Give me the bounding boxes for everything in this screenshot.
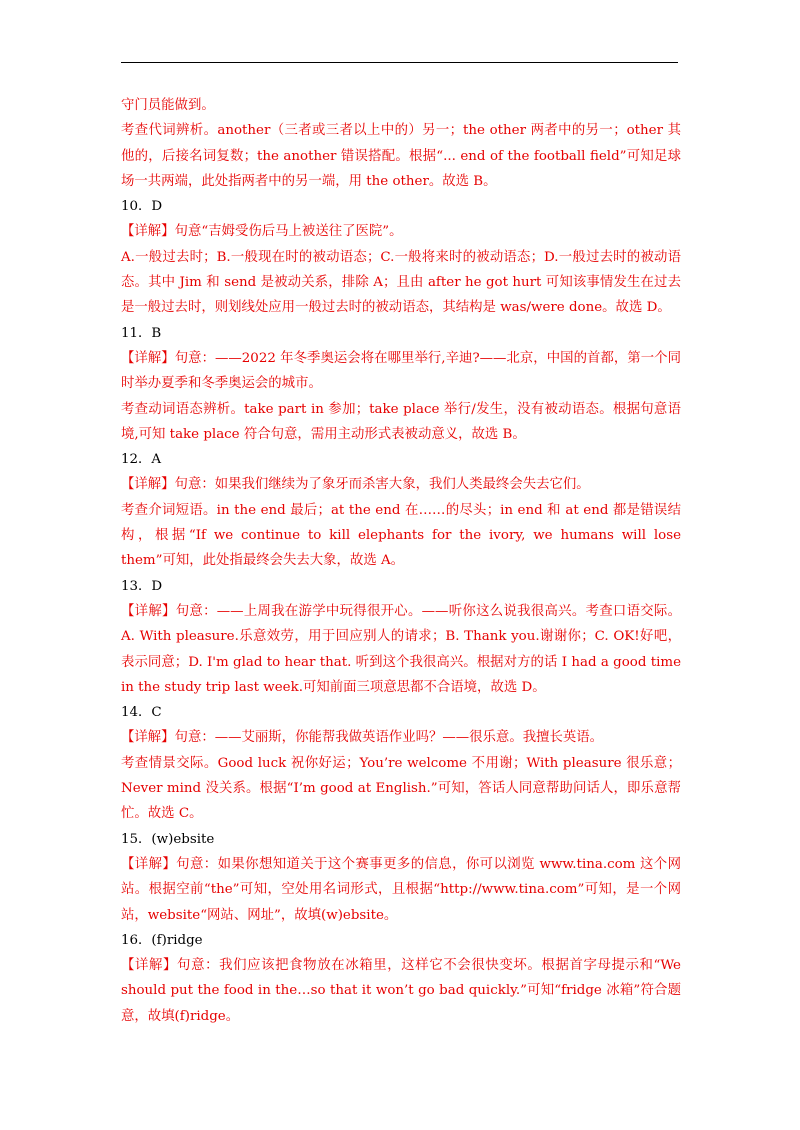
question-number: 15．(w)ebsite (121, 831, 215, 847)
question-number: 13．D (121, 578, 163, 594)
explanation-paragraph: 考查情景交际。Good luck 祝你好运；You’re welcome 不用谢；With pleasure 很乐意；Never mind 没关系。根据“I’m good at English.”可知，答话人同意帮助问话人，即乐意帮忙。故选 C。 (121, 755, 681, 822)
explanation-paragraph: 守门员能做到。 (121, 98, 215, 113)
explanation-paragraph: 考查介词短语。in the end 最后；at the end 在……的尽头；in end 和 at end 都是错误结构，根据“If we continue to kill elephants for the ivory, we humans will lose them”可知，此处指最终会失去大象，故选 A。 (121, 502, 681, 569)
question-number: 16．(f)ridge (121, 932, 203, 948)
question-number: 10．D (121, 199, 163, 215)
explanation-paragraph: 【详解】句意“吉姆受伤后马上被送往了医院”。 (121, 224, 403, 240)
question-number: 11．B (121, 325, 162, 341)
explanation-paragraph: 【详解】句意：——2022 年冬季奥运会将在哪里举行,辛迪?——北京，中国的首都，第一个同时举办夏季和冬季奥运会的城市。 (121, 350, 681, 392)
explanation-paragraph: 【详解】句意：如果我们继续为了象牙而杀害大象，我们人类最终会失去它们。 (121, 477, 590, 493)
explanation-paragraph: 考查动词语态辨析。take part in 参加；take place 举行/发生，没有被动语态。根据句意语境,可知 take place 符合句意，需用主动形式表被动意义，故选 B。 (121, 401, 681, 442)
explanation-paragraph: A.一般过去时；B.一般现在时的被动语态；C.一般将来时的被动语态；D.一般过去时的被动语态。其中 Jim 和 send 是被动关系，排除 A；且由 after he got hurt 可知该事情发生在过去是一般过去时，则划线处应用一般过去时的被动语态，其结构是 was/were done。故选 D。 (121, 249, 681, 316)
explanation-paragraph: 考查代词辨析。another（三者或三者以上中的）另一；the other 两者中的另一；other 其他的，后接名词复数；the another 错误搭配。根据“... end of the football field”可知足球场一共两端，此处指两者中的另一端，用 the other。故选 B。 (121, 123, 681, 189)
answer-content (121, 93, 681, 1029)
question-number: 12．A (121, 452, 162, 468)
explanation-paragraph: 【详解】句意：——艾丽斯，你能帮我做英语作业吗？——很乐意。我擅长英语。 (121, 730, 604, 746)
header-rule (121, 62, 678, 63)
explanation-paragraph: 【详解】句意：我们应该把食物放在冰箱里，这样它不会很快变坏。根据首字母提示和“We should put the food in the…so that it won’t go bad quickly.”可知“fridge 冰箱”符合题意，故填(f)ridge。 (121, 958, 681, 1024)
explanation-paragraph: 【详解】句意：如果你想知道关于这个赛事更多的信息，你可以浏览 www.tina.com 这个网站。根据空前“the”可知，空处用名词形式，且根据“http://www.tina.com”可知，是一个网站，website“网站、网址”，故填(w)ebsite。 (121, 856, 681, 923)
explanation-paragraph: 【详解】句意：——上周我在游学中玩得很开心。——听你这么说我很高兴。考查口语交际。A. With pleasure.乐意效劳，用于回应别人的请求；B. Thank you.谢谢你；C. OK!好吧，表示同意；D. I'm glad to hear that. 听到这个我很高兴。根据对方的话 I had a good time in the study trip last week.可知前面三项意思都不合语境，故选 D。 (121, 603, 681, 695)
question-number: 14．C (121, 705, 162, 721)
